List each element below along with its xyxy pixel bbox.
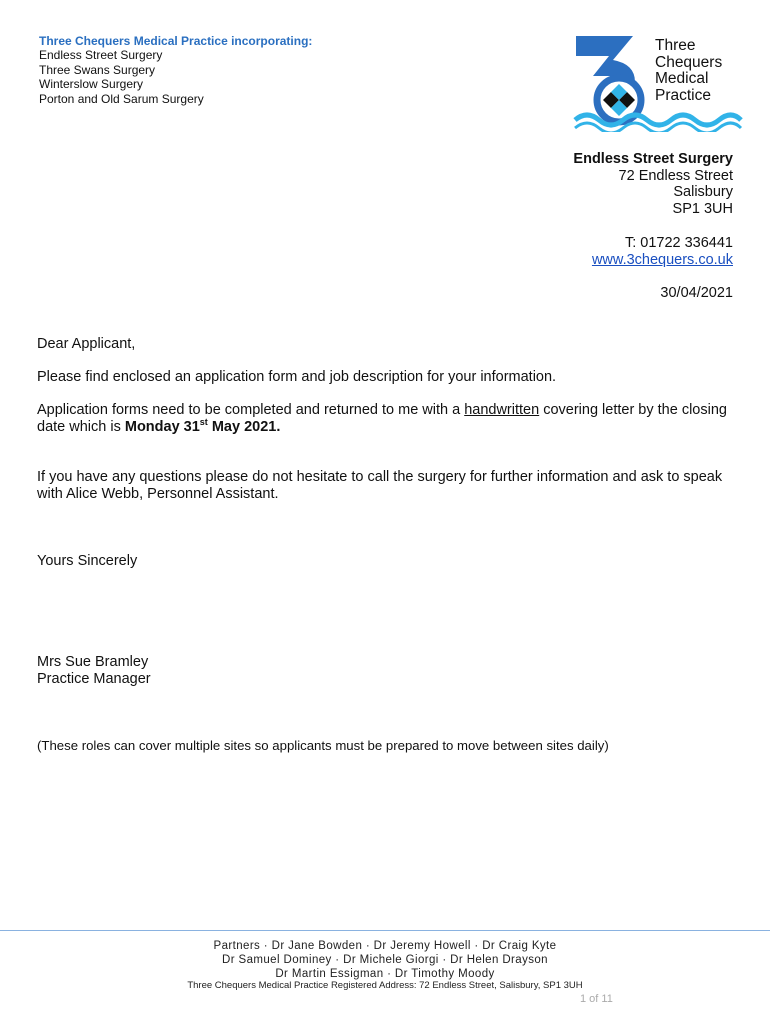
page-indicator: 1 of 11 — [580, 993, 613, 1005]
address-postcode: SP1 3UH — [672, 200, 733, 217]
roles-note: (These roles can cover multiple sites so applicants must be prepared to move between sites daily) — [37, 738, 609, 753]
website-link[interactable]: www.3chequers.co.uk — [591, 251, 733, 268]
signer-name: Mrs Sue Bramley — [37, 654, 149, 670]
logo-word: Practice — [655, 86, 711, 104]
logo-wordmark — [655, 38, 722, 104]
sender-address — [573, 151, 733, 217]
partners-line: Dr Samuel Dominey · Dr Michele Giorgi · Dr Helen Drayson — [222, 954, 548, 966]
footer-divider — [0, 930, 770, 931]
logo-word: Medical — [655, 70, 709, 88]
text-run: Monday 31 — [124, 419, 200, 435]
surgery-list-item: Winterslow Surgery — [39, 77, 144, 92]
surgery-list-item: Porton and Old Sarum Surgery — [39, 91, 204, 106]
partners-footer — [0, 939, 770, 981]
paragraph-questions: If you have any questions please do not hesitate to call the surgery for further information and ask to speak with Alice Webb, Personnel Assistant. — [37, 469, 723, 502]
address-city: Salisbury — [673, 184, 733, 201]
signoff: Yours Sincerely — [37, 553, 138, 569]
paragraph-closing-date — [37, 402, 737, 436]
text-run: covering letter by the closing date which is — [37, 402, 727, 435]
text-run: May 2021. — [207, 419, 281, 435]
signer-title: Practice Manager — [37, 671, 151, 687]
salutation: Dear Applicant, — [37, 336, 136, 352]
partners-line: Dr Martin Essigman · Dr Timothy Moody — [275, 968, 495, 980]
address-line: 72 Endless Street — [618, 167, 733, 184]
paragraph-enclosed: Please find enclosed an application form and job description for your information. — [37, 369, 557, 385]
contact-block — [592, 235, 733, 268]
letter-date: 30/04/2021 — [660, 285, 733, 301]
surgery-list-item: Endless Street Surgery — [39, 48, 163, 63]
logo-word: Chequers — [655, 53, 723, 71]
underlined-text: handwritten — [464, 402, 540, 418]
ordinal-suffix: st — [199, 417, 208, 427]
practice-header — [39, 34, 312, 106]
text-run: Application forms need to be completed and returned to me with a — [37, 402, 465, 418]
registered-address: Three Chequers Medical Practice Registered Address: 72 Endless Street, Salisbury, SP1 3UH — [187, 980, 583, 991]
closing-date — [125, 419, 281, 435]
logo-word: Three — [655, 37, 696, 54]
signer-block — [37, 654, 737, 688]
phone-number: T: 01722 336441 — [624, 235, 733, 251]
surgery-name: Endless Street Surgery — [573, 151, 733, 167]
practice-title: Three Chequers Medical Practice incorporating: — [39, 34, 313, 48]
partners-line: Partners · Dr Jane Bowden · Dr Jeremy Howell · Dr Craig Kyte — [213, 940, 557, 952]
surgery-list-item: Three Swans Surgery — [39, 62, 156, 77]
